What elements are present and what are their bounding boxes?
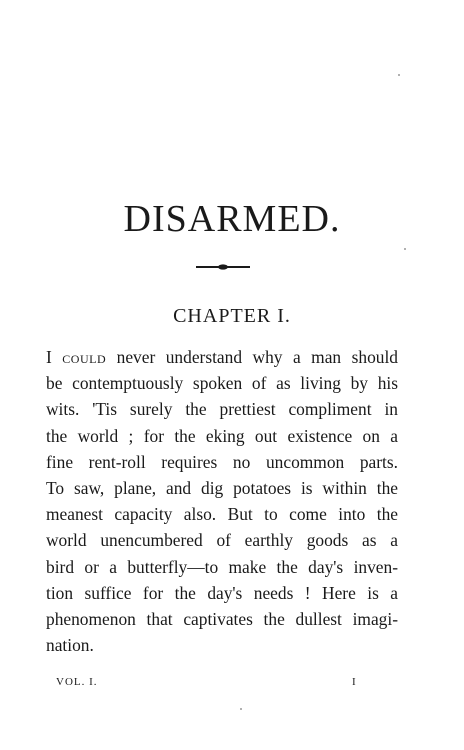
book-title: DISARMED. (123, 198, 341, 240)
opening-word: I (46, 347, 52, 367)
body-text (46, 344, 398, 658)
paper-speck (404, 248, 406, 250)
text-line: world unencumbered of earthly goods as a (46, 530, 398, 551)
opening-small-caps: could (62, 347, 107, 367)
chapter-heading: CHAPTER I. (173, 305, 291, 327)
text-line: tion suffice for the day's needs ! Here is a (46, 582, 398, 603)
text-line: the world ; for the eking out existence on a (46, 425, 398, 446)
text-line: nation. (46, 635, 94, 656)
text-line: meanest capacity also. But to come into the (46, 504, 398, 525)
footer-signature: I (352, 676, 356, 688)
paper-speck (240, 708, 242, 710)
text-line: fine rent-roll requires no uncommon parts. (46, 451, 398, 472)
paper-speck (398, 74, 400, 76)
ornament-rule-icon (196, 262, 250, 272)
opening-line-rest: never understand why a man should (106, 347, 398, 367)
text-line: To saw, plane, and dig potatoes is within the (46, 477, 398, 498)
text-line: phenomenon that captivates the dullest imagi- (46, 608, 398, 629)
text-line (46, 344, 398, 370)
footer-volume: VOL. I. (56, 676, 98, 688)
text-line: bird or a butterfly—to make the day's inven- (46, 556, 398, 577)
text-line: be contemptuously spoken of as living by his (46, 373, 398, 394)
text-line: wits. 'Tis surely the prettiest compliment in (46, 399, 398, 420)
